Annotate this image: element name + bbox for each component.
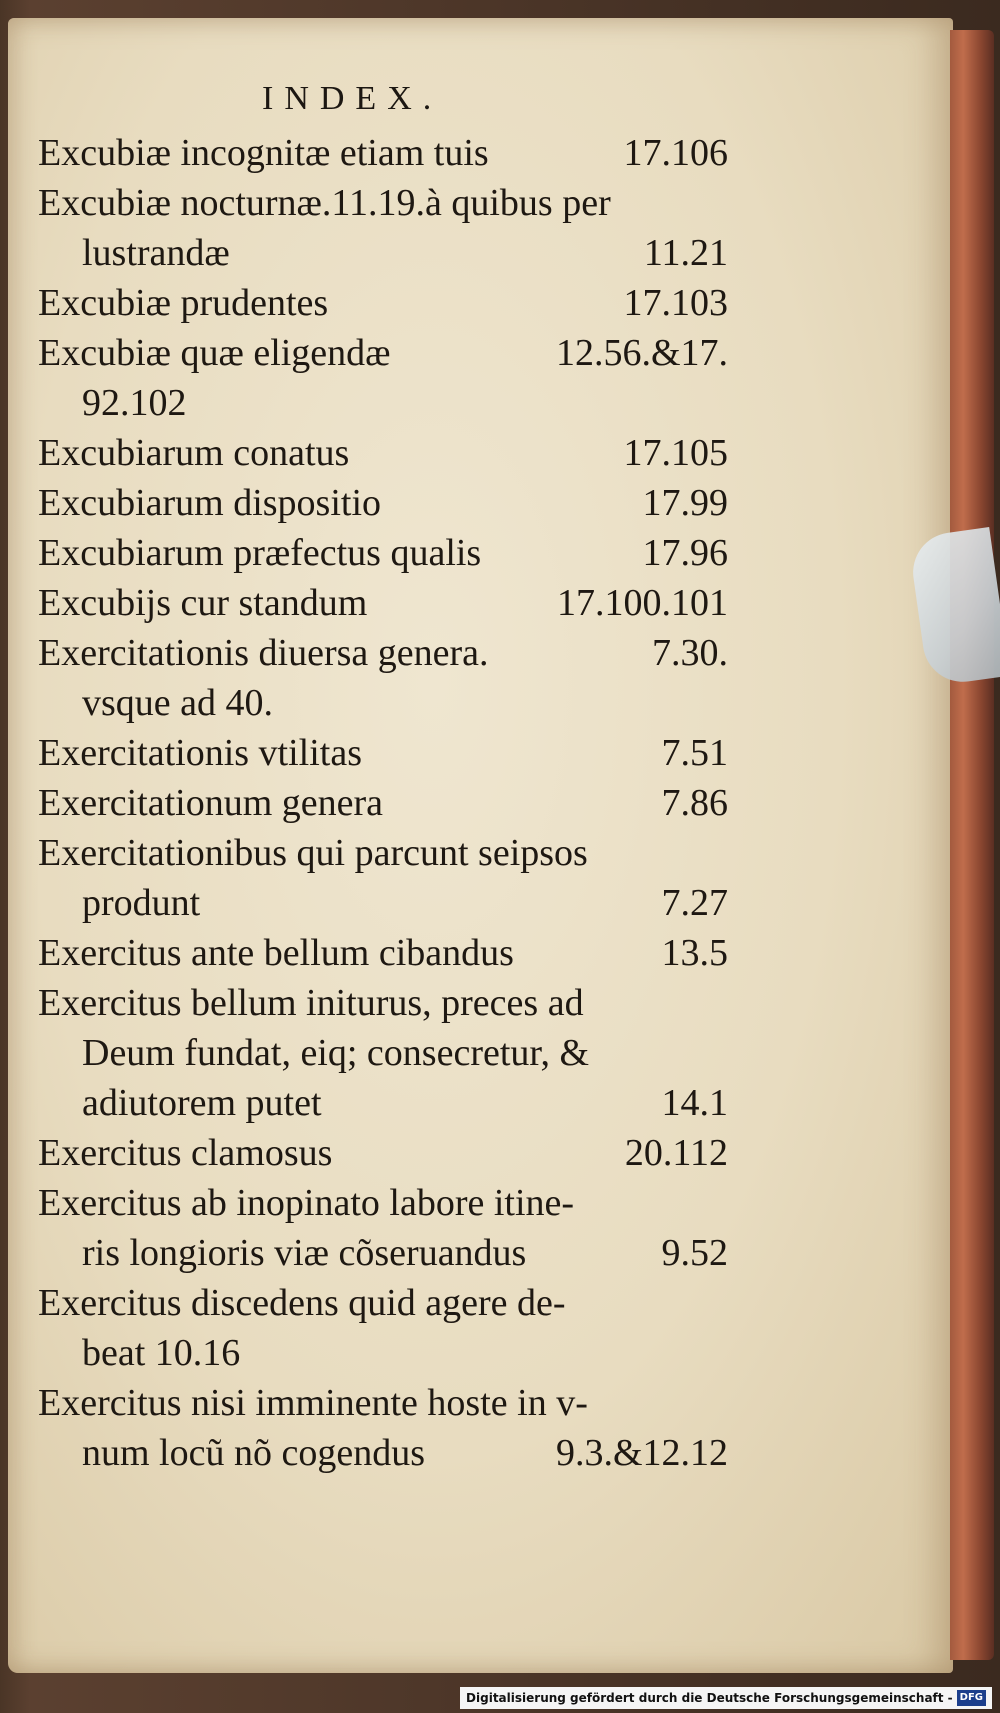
entry-reference: 20.112 [624,1132,728,1174]
index-entry [38,828,728,928]
entry-text: Excubiarum dispositio [38,482,382,524]
entry-text: Exercitationis vtilitas [38,732,362,774]
entry-text: produnt [82,882,201,924]
entry-line [38,928,728,978]
entry-reference: 7.86 [661,782,728,824]
entry-reference: 9.52 [661,1232,728,1274]
index-entry [38,478,728,528]
index-entry [38,1128,728,1178]
index-entry [38,728,728,778]
index-entry [38,578,728,628]
entry-text: Excubiæ incognitæ etiam tuis [38,132,489,174]
index-entry [38,778,728,828]
entry-text: ris longioris viæ cõseruandus [82,1232,527,1274]
entry-line [38,1378,728,1428]
entry-line [38,628,728,678]
entry-reference: 17.106 [623,132,728,174]
page-header: INDEX. [262,80,443,117]
entry-text: Excubiæ nocturnæ.11.19.à quibus per [38,182,611,224]
entry-text: beat 10.16 [82,1332,241,1374]
entry-continuation-line [38,1228,728,1278]
entry-continuation-line [38,678,728,728]
entry-text: Deum fundat, eiq; consecretur, & [82,1032,590,1074]
entry-reference: 17.105 [623,432,728,474]
entry-line [38,128,728,178]
entry-text: Exercitus discedens quid agere de- [38,1282,566,1324]
entry-text: Excubiæ quæ eligendæ [38,332,391,374]
entry-reference: 17.100.101 [557,582,728,624]
entry-reference: 7.27 [661,882,728,924]
entry-reference: 7.30. [652,632,728,674]
entry-text: adiutorem putet [82,1082,322,1124]
entry-reference: 17.96 [642,532,728,574]
entry-reference: 17.99 [642,482,728,524]
entry-reference: 17.103 [623,282,728,324]
entry-continuation-line [38,1428,728,1478]
entry-text: Exercitus bellum initurus, preces ad [38,982,584,1024]
digitization-credit [460,1687,992,1709]
entry-text: Exercitus ante bellum cibandus [38,932,514,974]
entry-text: Exercitationum genera [38,782,384,824]
index-entry [38,178,728,278]
index-entry [38,128,728,178]
entry-text: lustrandæ [82,232,230,274]
entry-line [38,178,728,228]
entry-continuation-line [38,1078,728,1128]
entry-line [38,978,728,1028]
index-entry [38,1278,728,1378]
entry-line [38,1178,728,1228]
entry-reference: 14.1 [661,1082,728,1124]
entry-text: Excubiarum conatus [38,432,350,474]
entry-text: Excubijs cur standum [38,582,368,624]
index-entry [38,328,728,428]
entry-reference: 12.56.&17. [555,332,728,374]
entry-text: Exercitationis diuersa genera. [38,632,489,674]
entry-line [38,328,728,378]
entry-text: Excubiæ prudentes [38,282,329,324]
entry-continuation-line [38,228,728,278]
entry-text: Excubiarum præfectus qualis [38,532,482,574]
entry-line [38,828,728,878]
index-entry [38,978,728,1128]
dfg-logo: DFG [957,1690,986,1706]
entry-line [38,778,728,828]
index-entry [38,428,728,478]
entry-continuation-line [38,1328,728,1378]
index-entry [38,1378,728,1478]
credit-text: Digitalisierung gefördert durch die Deutsche Forschungsgemeinschaft - [466,1691,953,1705]
index-entries [38,128,728,1478]
entry-line [38,428,728,478]
entry-continuation-line [38,878,728,928]
book-edge [950,30,994,1660]
entry-text: 92.102 [82,382,187,424]
index-entry [38,928,728,978]
entry-text: num locũ nõ cogendus [82,1432,426,1474]
entry-line [38,1128,728,1178]
index-entry [38,628,728,728]
entry-line [38,528,728,578]
entry-line [38,578,728,628]
entry-line [38,1278,728,1328]
entry-text: Exercitus ab inopinato labore itine- [38,1182,575,1224]
entry-line [38,278,728,328]
entry-line [38,478,728,528]
index-entry [38,528,728,578]
index-entry [38,1178,728,1278]
entry-continuation-line [38,378,728,428]
entry-continuation-line [38,1028,728,1078]
entry-reference: 13.5 [661,932,728,974]
entry-reference: 11.21 [643,232,728,274]
entry-text: Exercitationibus qui parcunt seipsos [38,832,588,874]
entry-text: vsque ad 40. [82,682,274,724]
index-entry [38,278,728,328]
entry-reference: 9.3.&12.12 [555,1432,728,1474]
entry-reference: 7.51 [661,732,728,774]
entry-line [38,728,728,778]
entry-text: Exercitus nisi imminente hoste in v- [38,1382,588,1424]
entry-text: Exercitus clamosus [38,1132,333,1174]
